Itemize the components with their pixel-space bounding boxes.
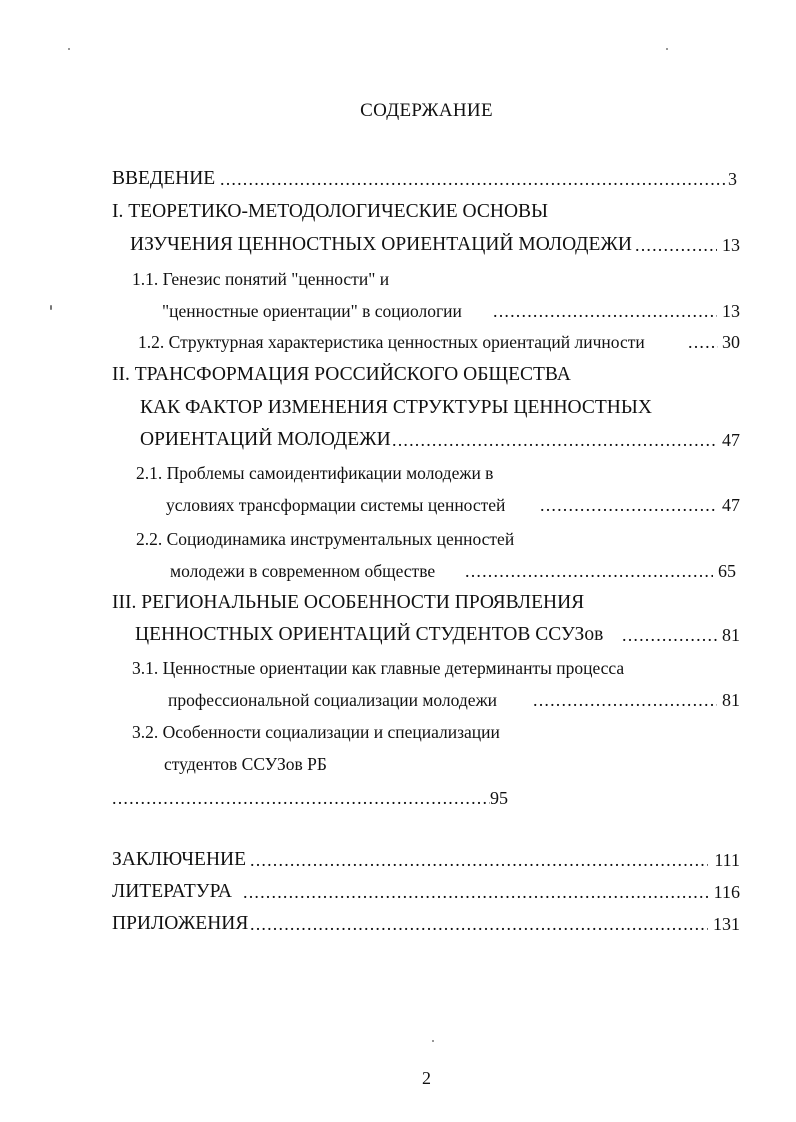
toc-leader-dots (112, 787, 490, 809)
toc-s1-1-line2: "ценностные ориентации" в социологии (162, 301, 462, 321)
toc-leader-dots (622, 624, 717, 646)
toc-s2-2-line1: 2.2. Социодинамика инструментальных ценностей (136, 529, 515, 549)
scan-speck (432, 1040, 434, 1042)
toc-ch2-line3: ОРИЕНТАЦИЙ МОЛОДЕЖИ (140, 429, 391, 450)
toc-s2-2-line2: молодежи в современном обществе (170, 561, 436, 581)
toc-ch2-page: 47 (722, 430, 740, 450)
toc-leader-dots (250, 849, 708, 871)
toc-ch1-line1: I. ТЕОРЕТИКО-МЕТОДОЛОГИЧЕСКИЕ ОСНОВЫ (112, 201, 549, 222)
toc-s3-1-page: 81 (722, 690, 740, 710)
page-number: 2 (422, 1068, 431, 1088)
toc-ch3-page: 81 (722, 625, 740, 645)
toc-conclusion-page: 111 (714, 850, 740, 870)
toc-intro-title: ВВЕДЕНИЕ (112, 168, 216, 189)
toc-s1-2-page: 30 (722, 332, 740, 352)
toc-intro-page: 3 (728, 169, 737, 189)
toc-leader-dots (220, 168, 726, 190)
toc-leader-dots (533, 689, 717, 711)
toc-leader-dots (465, 560, 713, 582)
toc-ch1-line2: ИЗУЧЕНИЯ ЦЕННОСТНЫХ ОРИЕНТАЦИЙ МОЛОДЕЖИ (130, 234, 632, 255)
toc-ch2-line1: II. ТРАНСФОРМАЦИЯ РОССИЙСКОГО ОБЩЕСТВА (112, 364, 571, 385)
toc-s2-1-line2: условиях трансформации системы ценностей (166, 495, 506, 515)
toc-leader-dots (540, 494, 717, 516)
toc-leader-dots (635, 234, 717, 256)
toc-literature-title: ЛИТЕРАТУРА (112, 881, 232, 902)
scan-speck (50, 305, 52, 310)
scan-speck (666, 48, 668, 50)
toc-leader-dots (688, 331, 718, 353)
toc-ch2-line2: КАК ФАКТОР ИЗМЕНЕНИЯ СТРУКТУРЫ ЦЕННОСТНЫХ (140, 397, 652, 418)
toc-appendix-title: ПРИЛОЖЕНИЯ (112, 913, 249, 934)
toc-s3-2-line2: студентов ССУЗов РБ (164, 754, 327, 774)
toc-ch3-line2: ЦЕННОСТНЫХ ОРИЕНТАЦИЙ СТУДЕНТОВ ССУЗов (135, 624, 604, 645)
toc-s1-2-line1: 1.2. Структурная характеристика ценностных ориентаций личности (138, 332, 645, 352)
toc-ch3-line1: III. РЕГИОНАЛЬНЫЕ ОСОБЕННОСТИ ПРОЯВЛЕНИЯ (112, 592, 585, 613)
toc-literature-page: 116 (713, 882, 740, 902)
toc-appendix-page: 131 (713, 914, 740, 934)
toc-s3-2-page: 95 (490, 788, 508, 808)
toc-s2-1-line1: 2.1. Проблемы самоидентификации молодежи в (136, 463, 494, 483)
toc-leader-dots (392, 429, 717, 451)
toc-s3-1-line2: профессиональной социализации молодежи (168, 690, 498, 710)
toc-leader-dots (493, 300, 717, 322)
toc-ch1-page: 13 (722, 235, 740, 255)
toc-leader-dots (243, 881, 708, 903)
toc-s1-1-line1: 1.1. Генезис понятий "ценности" и (132, 269, 390, 289)
toc-s2-1-page: 47 (722, 495, 740, 515)
toc-leader-dots (250, 913, 708, 935)
toc-conclusion-title: ЗАКЛЮЧЕНИЕ (112, 849, 247, 870)
toc-s2-2-page: 65 (718, 561, 736, 581)
toc-s1-1-page: 13 (722, 301, 740, 321)
toc-s3-2-line1: 3.2. Особенности социализации и специализации (132, 722, 500, 742)
page-title: СОДЕРЖАНИЕ (360, 100, 493, 121)
scan-speck (68, 48, 70, 50)
toc-s3-1-line1: 3.1. Ценностные ориентации как главные детерминанты процесса (132, 658, 625, 678)
